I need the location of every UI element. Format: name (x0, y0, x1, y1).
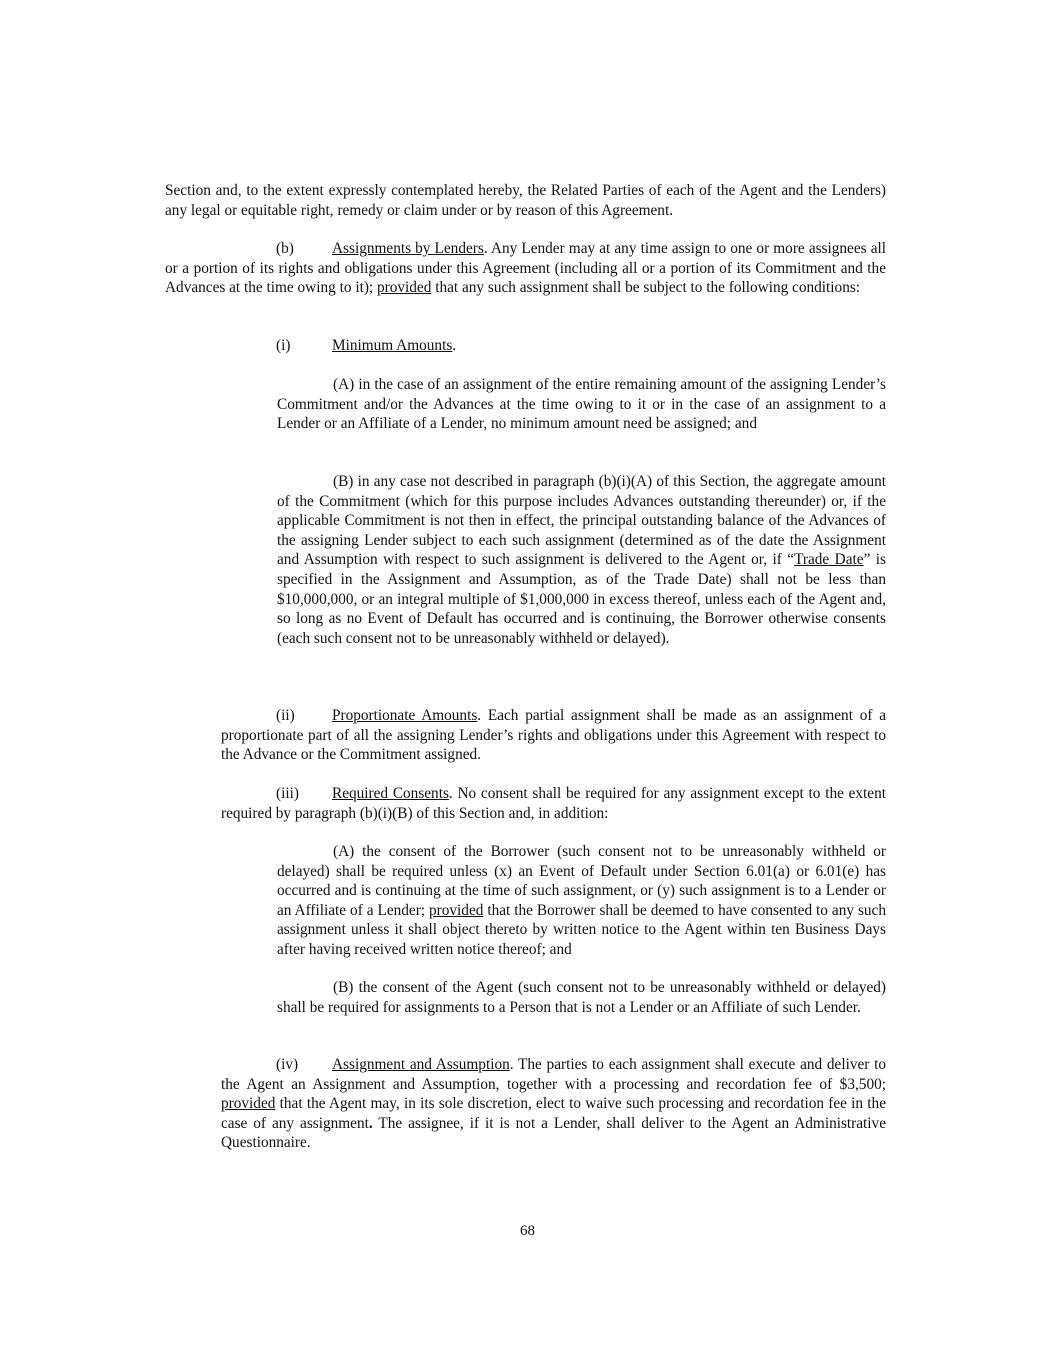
section-i-heading: Minimum Amounts (332, 337, 453, 354)
section-i-heading-line (165, 336, 886, 356)
section-ii-text: . Each partial assignment shall be made as an assignment of a proportionate part of all the assigning Lender’s rights and obligations under this Agreement with respect to the Advance or the Commitment assigned. (221, 707, 887, 764)
intro-paragraph: Section and, to the extent expressly contemplated hereby, the Related Parties of each of the Agent and the Lenders) any legal or equitable right, remedy or claim under or by reason of this Agreement. (165, 182, 886, 219)
section-i-number: (i) (276, 337, 291, 354)
section-b-number: (b) (276, 240, 294, 257)
section-iii-heading: Required Consents (332, 785, 449, 802)
section-i-b-text-2: ” is specified in the Assignment and Assumption, as of the Trade Date) shall not be less than $10,000,000, or an integral multiple of $1,000,000 in excess thereof, unless each of the Agent and, so long as no Event of Default has occurred and is continuing, the Borrower otherwise consents (each such consent not to be unreasonably withheld or delayed). (277, 551, 887, 647)
section-iii-a-paragraph (277, 842, 886, 960)
section-i-a-paragraph: (A) in the case of an assignment of the entire remaining amount of the assigning Lender’s Commitment and/or the Advances at the time owing to it or in the case of an assignment to a Lender or an Affiliate of a Lender, no minimum amount need be assigned; and (277, 376, 886, 433)
section-iii-a-provided: provided (429, 901, 484, 919)
section-iv-number: (iv) (276, 1056, 299, 1073)
section-iv-paragraph (221, 1055, 886, 1153)
section-iii-text: . No consent shall be required for any assignment except to the extent required by paragraph (b)(i)(B) of this Section and, in addition: (221, 785, 886, 822)
section-iv-text-3: The assignee, if it is not a Lender, shall deliver to the Agent an Administrative Questionnaire. (221, 1114, 886, 1152)
section-b-provided: provided (376, 279, 432, 297)
section-iv-text-2: that the Agent may, in its sole discretion, elect to waive such processing and recordation fee in the case of any assignment (221, 1095, 886, 1132)
page-number: 68 (520, 1223, 535, 1239)
section-iii-b-paragraph: (B) the consent of the Agent (such consent not to be unreasonably withheld or delayed) shall be required for assignments to a Person that is not a Lender or an Affiliate of such Lender. (277, 979, 886, 1016)
section-ii-number: (ii) (276, 707, 295, 724)
section-b-paragraph (165, 239, 886, 298)
section-i-b-text: (B) in any case not described in paragraph (b)(i)(A) of this Section, the aggregate amount of the Commitment (which for this purpose includes Advances outstanding thereunder) or, if the applicable Commitment is not then in effect, the principal outstanding balance of the Advances of the assigning Lender subject to each such assignment (determined as of the date the Assignment and Assumption with respect to such assignment is delivered to the Agent or, if “ (277, 473, 886, 569)
section-iv-heading: Assignment and Assumption (332, 1056, 510, 1073)
section-iv-bold-period: . (368, 1114, 373, 1132)
section-i-b-paragraph (277, 472, 886, 648)
section-iii-a-text-2: that the Borrower shall be deemed to have consented to any such assignment unless it shall object thereto by written notice to the Agent within ten Business Days after having received written notice thereof; and (277, 901, 886, 958)
section-iii-number: (iii) (276, 785, 299, 802)
section-i-tail: . (452, 337, 457, 354)
section-b-heading: Assignments by Lenders (332, 240, 484, 257)
section-iii-a-text: (A) the consent of the Borrower (such consent not to be unreasonably withheld or delayed) shall be required unless (x) an Event of Default under Section 6.01(a) or 6.01(e) has occurred and is continuing at the time of such assignment, or (y) such assignment is to a Lender or an Affiliate of a Lender; (277, 843, 886, 919)
trade-date-term: Trade Date (794, 551, 864, 569)
section-iv-text: . The parties to each assignment shall execute and deliver to the Agent an Assignment and Assumption, together with a processing and recordation fee of $3,500; (221, 1056, 887, 1093)
section-b-text-2: that any such assignment shall be subject to the following conditions: (431, 279, 861, 297)
section-ii-heading: Proportionate Amounts (332, 707, 478, 724)
section-b-text: . Any Lender may at any time assign to one or more assignees all or a portion of its rights and obligations under this Agreement (including all or a portion of its Commitment and the Advances at the time owing to it); (165, 240, 886, 297)
section-ii-paragraph (221, 706, 886, 765)
section-iii-paragraph (221, 784, 886, 823)
section-iv-provided: provided (221, 1095, 276, 1113)
